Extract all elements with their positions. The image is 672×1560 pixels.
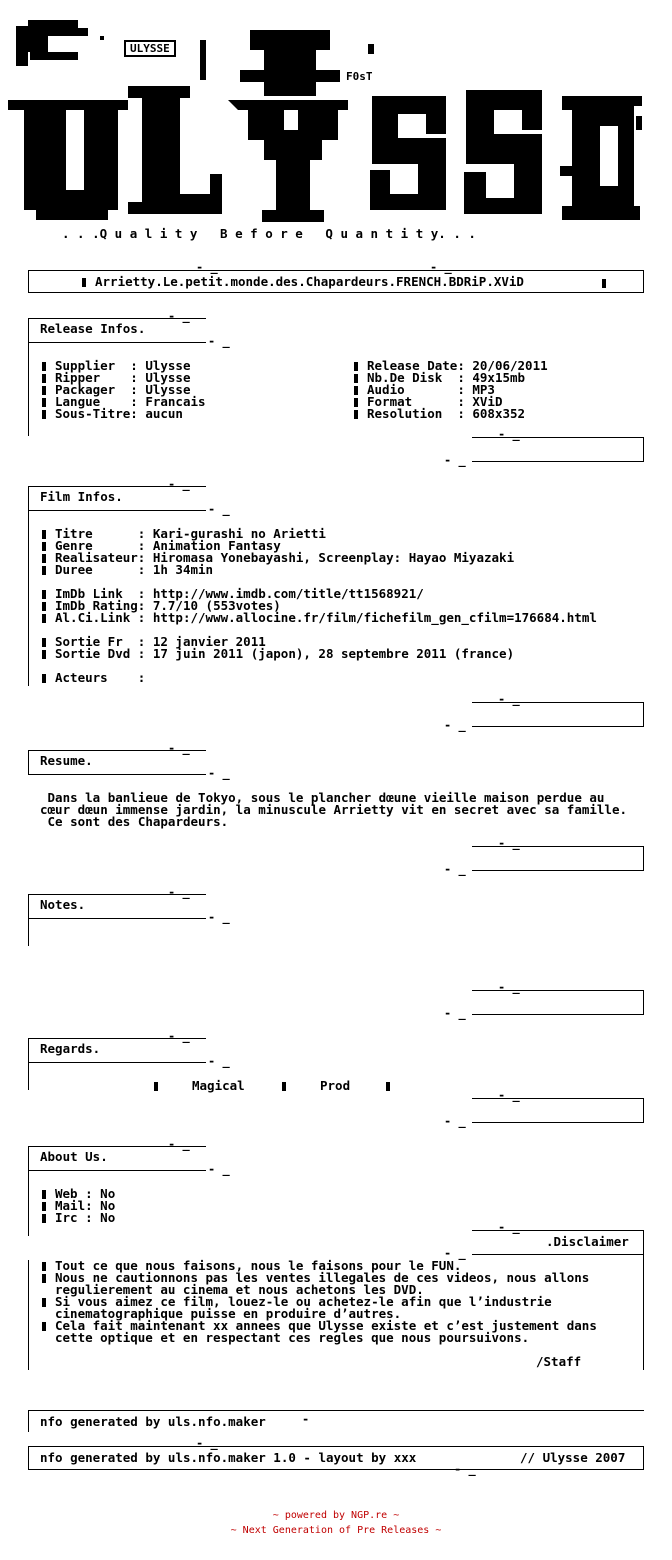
allocine-link[interactable]: http://www.allocine.fr/film/fichefilm_gen_cfilm=176684.html — [152, 610, 597, 625]
section-title-about-us: About Us. — [40, 1149, 108, 1164]
logo-corner-tag: F0sT — [346, 70, 373, 83]
release-name: Arrietty.Le.petit.monde.des.Chapardeurs.FRENCH.BDRiP.XViD — [95, 274, 524, 289]
generated-line-1: nfo generated by uls.nfo.maker — [40, 1414, 266, 1429]
regards-item: Magical — [192, 1078, 245, 1093]
section-title-regards: Regards. — [40, 1041, 101, 1056]
imdb-link[interactable]: http://www.imdb.com/title/tt1568921/ — [152, 586, 424, 601]
footer-powered-by[interactable]: ~ powered by NGP.re ~ — [272, 1510, 400, 1521]
logo-graphic — [0, 0, 672, 240]
section-title-notes: Notes. — [40, 897, 86, 912]
section-title-film-infos: Film Infos. — [40, 489, 123, 504]
regards-item: Prod — [320, 1078, 351, 1093]
release-name-row — [82, 276, 524, 288]
generated-line-2: nfo generated by uls.nfo.maker 1.0 - layout by xxx — [40, 1450, 417, 1465]
copyright: // Ulysse 2007 — [520, 1450, 626, 1465]
logo-badge: ULYSSE — [124, 40, 176, 57]
section-title-resume: Resume. — [40, 753, 93, 768]
section-title-release-infos: Release Infos. — [40, 321, 146, 336]
section-title-disclaimer: .Disclaimer — [546, 1234, 629, 1249]
ulysse-ascii-logo — [0, 0, 672, 240]
disclaimer-signature: /Staff — [536, 1354, 582, 1369]
footer-tagline: ~ Next Generation of Pre Releases ~ — [230, 1525, 442, 1536]
